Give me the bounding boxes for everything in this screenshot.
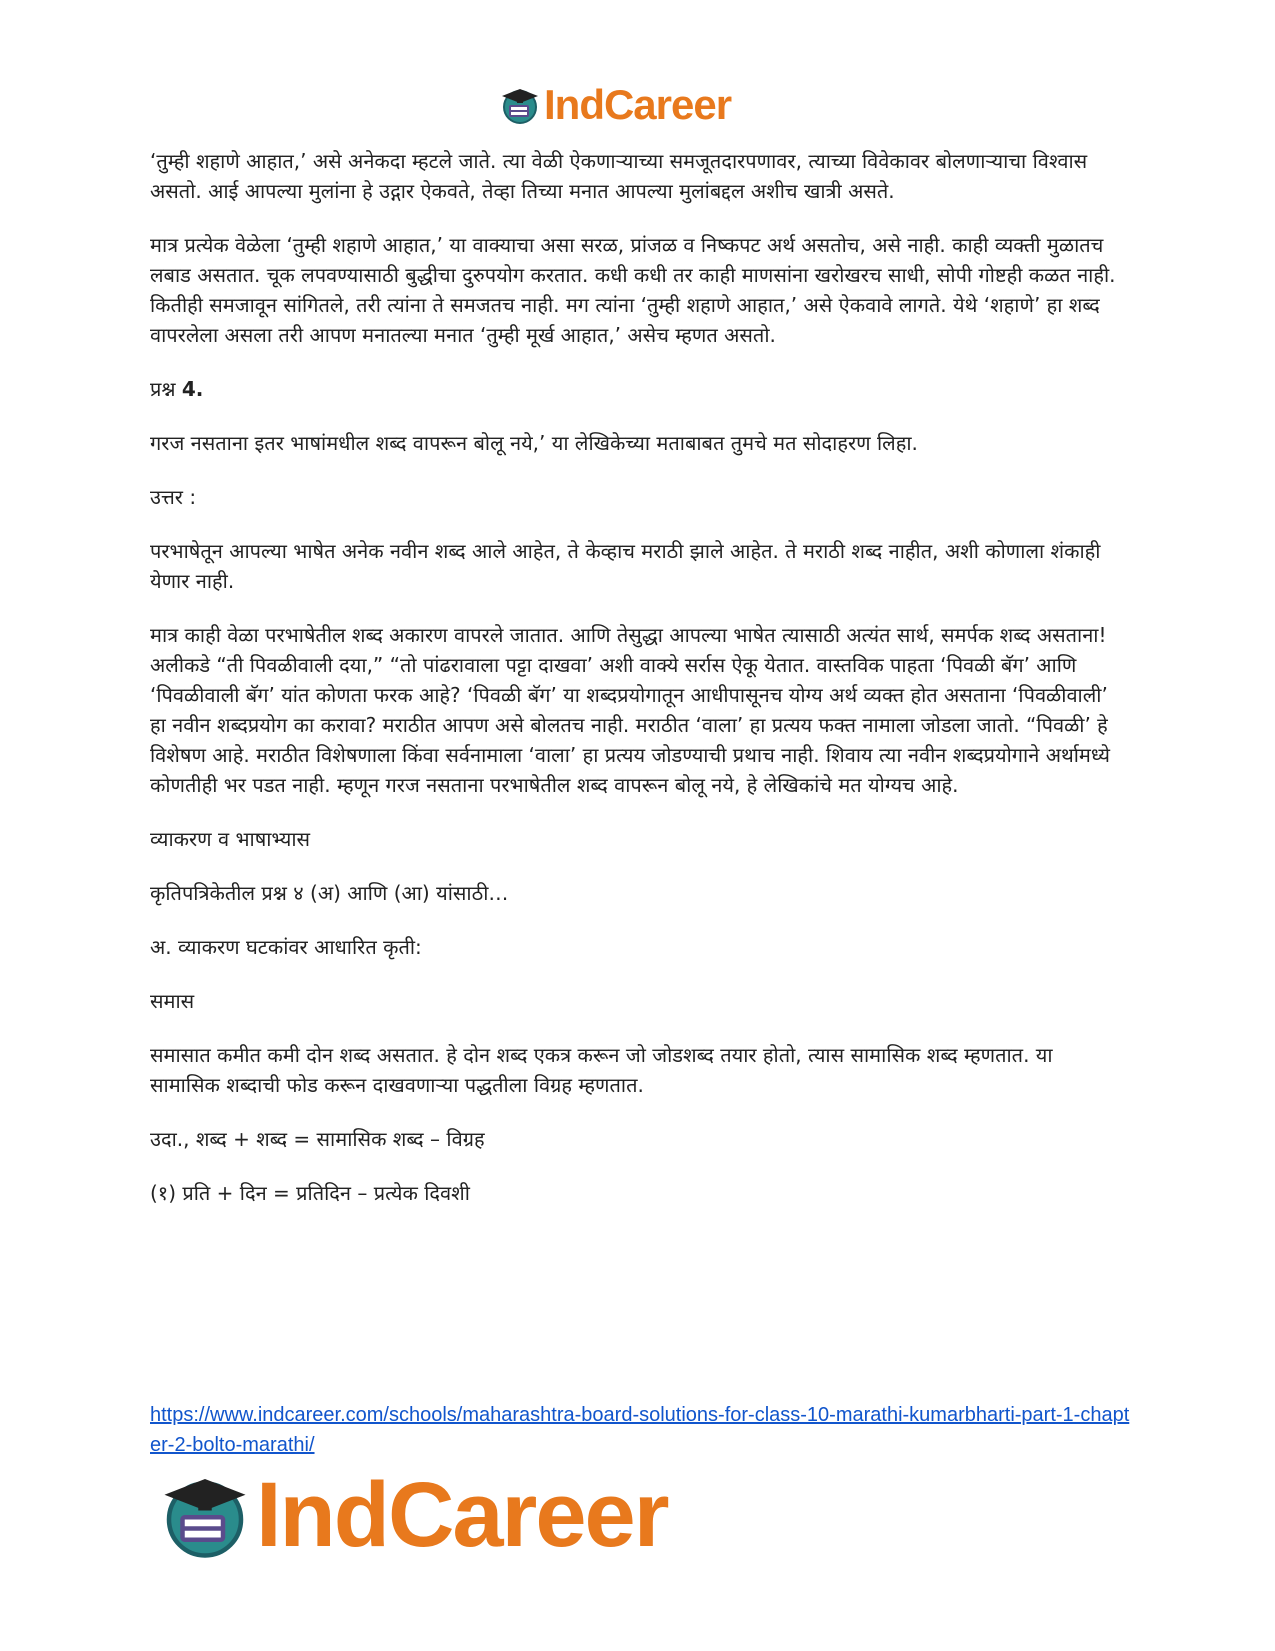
- grammar-example: उदा., शब्द + शब्द = सामासिक शब्द – विग्रह: [150, 1127, 485, 1151]
- page-content: [150, 146, 1125, 1232]
- footer-logo: [160, 1465, 668, 1565]
- paragraph: मात्र प्रत्येक वेळेला ‘तुम्ही शहाणे आहात,’ या वाक्याचा असा सरळ, प्रांजळ व निष्कपट अर्थ असतोच, असे नाही. काही व्यक्ती मुळातच लबाड असतात. चूक लपवण्यासाठी बुद्धीचा दुरुपयोग करतात. कधी कधी तर काही माणसांना खरोखरच साधी, सोपी गोष्टही कळत नाही. कितीही समजावून सांगितले, तरी त्यांना ते समजतच नाही. मग त्यांना ‘तुम्ही शहाणे आहात,’ असे ऐकवावे लागते. येथे ‘शहाणे’ हा शब्द वापरलेला असला तरी आपण मनातल्या मनात ‘तुम्ही मूर्ख आहात,’ असेच म्हणत असतो.: [150, 233, 1116, 347]
- question-heading: [150, 374, 1125, 404]
- graduation-cap-globe-icon: [160, 1470, 250, 1560]
- header-logo: [500, 80, 731, 130]
- grammar-paragraph: समासात कमीत कमी दोन शब्द असतात. हे दोन शब्द एकत्र करून जो जोडशब्द तयार होतो, त्यास सामासिक शब्द म्हणतात. या सामासिक शब्दाची फोड करून दाखवणाऱ्या पद्धतीला विग्रह म्हणतात.: [150, 1043, 1053, 1097]
- logo-text: IndCareer: [544, 81, 732, 128]
- paragraph: ‘तुम्ही शहाणे आहात,’ असे अनेकदा म्हटले जाते. त्या वेळी ऐकणाऱ्याच्या समजूतदारपणावर, त्याच्या विवेकावर बोलणाऱ्याचा विश्वास असतो. आई आपल्या मुलांना हे उद्गार ऐकवते, तेव्हा तिच्या मनात आपल्या मुलांबद्दल अशीच खात्री असते.: [150, 149, 1088, 203]
- question-label: प्रश्न: [150, 377, 176, 401]
- answer-paragraph: परभाषेतून आपल्या भाषेत अनेक नवीन शब्द आले आहेत, ते केव्हाच मराठी झाले आहेत. ते मराठी शब्द नाहीत, अशी कोणाला शंकाही येणार नाही.: [150, 539, 1101, 593]
- graduation-cap-globe-icon: [500, 85, 540, 125]
- answer-paragraph: मात्र काही वेळा परभाषेतील शब्द अकारण वापरले जातात. आणि तेसुद्धा आपल्या भाषेत त्यासाठी अत्यंत सार्थ, समर्पक शब्द असताना! अलीकडे “ती पिवळीवाली दया,” “तो पांढरावाला पट्टा दाखवा’ अशी वाक्ये सर्रास ऐकू येतात. वास्तविक पाहता ‘पिवळी बॅग’ आणि ‘पिवळीवाली बॅग’ यांत कोणता फरक आहे? ‘पिवळी बॅग’ या शब्दप्रयोगातून आधीपासूनच योग्य अर्थ व्यक्त होत असताना ‘पिवळीवाली’ हा नवीन शब्दप्रयोग का करावा? मराठीत आपण असे बोलतच नाही. मराठीत ‘वाला’ हा प्रत्यय फक्त नामाला जोडला जातो. “पिवळी’ हे विशेषण आहे. मराठीत विशेषणाला किंवा सर्वनामाला ‘वाला’ हा प्रत्यय जोडण्याची प्रथाच नाही. शिवाय त्या नवीन शब्दप्रयोगाने अर्थामध्ये कोणतीही भर पडत नाही. म्हणून गरज नसताना परभाषेतील शब्द वापरून बोलू नये, हे लेखिकांचे मत योग्यच आहे.: [150, 623, 1111, 797]
- question-text: गरज नसताना इतर भाषांमधील शब्द वापरून बोलू नये,’ या लेखिकेच्या मताबाबत तुमचे मत सोदाहरण लिहा.: [150, 431, 918, 455]
- answer-label: उत्तर :: [150, 485, 197, 509]
- grammar-line: कृतिपत्रिकेतील प्रश्न ४ (अ) आणि (आ) यांसाठी…: [150, 881, 509, 905]
- grammar-line: अ. व्याकरण घटकांवर आधारित कृती:: [150, 935, 422, 959]
- grammar-example: (१) प्रति + दिन = प्रतिदिन – प्रत्येक दिवशी: [150, 1181, 470, 1205]
- grammar-heading: व्याकरण व भाषाभ्यास: [150, 827, 311, 851]
- question-number: 4.: [181, 377, 204, 401]
- source-link[interactable]: https://www.indcareer.com/schools/maharashtra-board-solutions-for-class-10-marathi-kumarbharti-part-1-chapter-2-bolto-marathi/: [150, 1404, 1130, 1456]
- logo-text: IndCareer: [256, 1463, 668, 1566]
- grammar-subheading: समास: [150, 989, 195, 1013]
